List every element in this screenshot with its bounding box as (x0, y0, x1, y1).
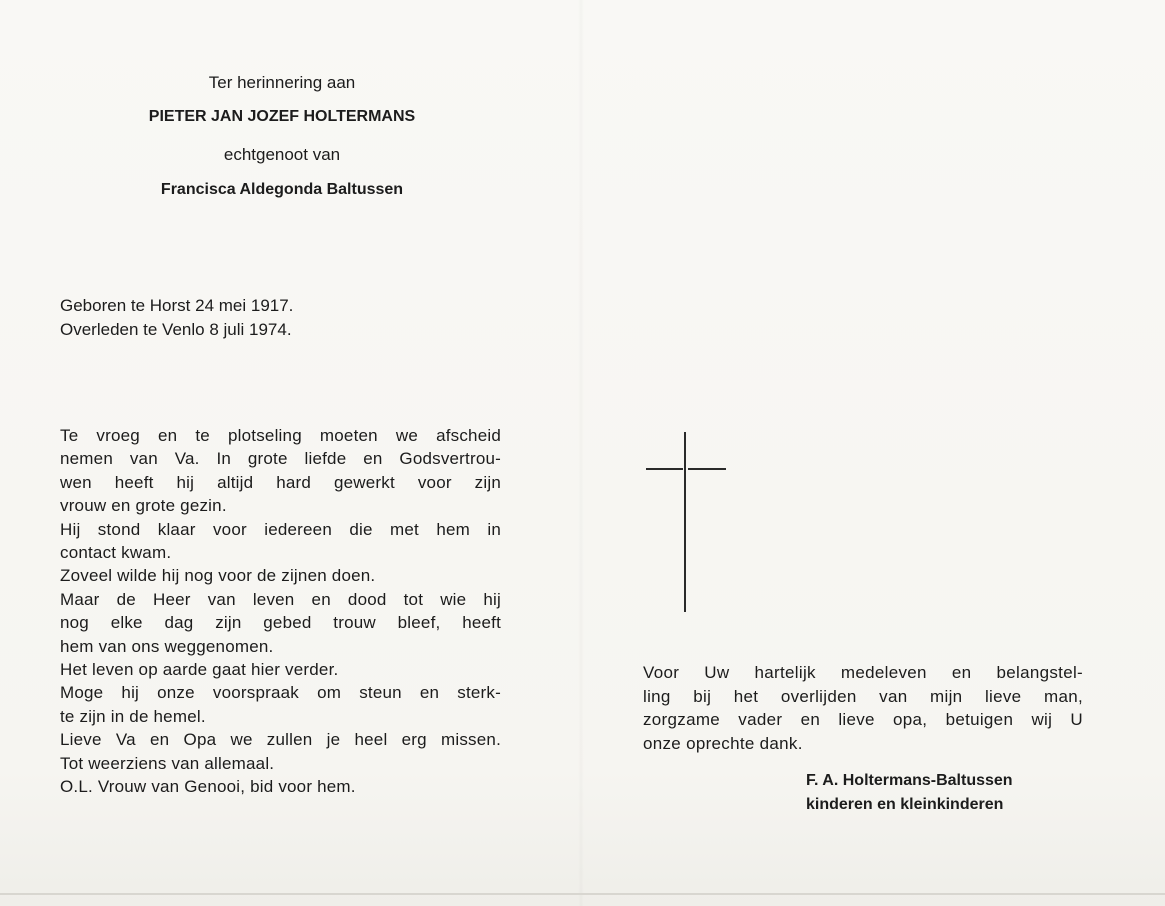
memorial-text (60, 424, 501, 799)
death-date: Overleden te Venlo 8 juli 1974. (60, 320, 292, 339)
signature (806, 769, 1013, 817)
signature-family: kinderen en kleinkinderen (806, 796, 1004, 813)
thanks-line: Voor Uw hartelijk medeleven en belangstel- (643, 663, 1083, 682)
text-line: Zoveel wilde hij nog voor de zijnen doen. (60, 566, 376, 586)
text-line: nemen van Va. In grote liefde en Godsvertrou- (60, 449, 501, 469)
text-line: Hij stond klaar voor iedereen die met hem in (60, 519, 501, 539)
text-line: O.L. Vrouw van Genooi, bid voor hem. (60, 777, 356, 797)
signature-name: F. A. Holtermans-Baltussen (806, 772, 1013, 789)
text-line: Het leven op aarde gaat hier verder. (60, 660, 339, 680)
in-memory-text: Ter herinnering aan (208, 73, 356, 92)
thanks-line: zorgzame vader en lieve opa, betuigen wij U (643, 710, 1083, 729)
birth-date: Geboren te Horst 24 mei 1917. (60, 296, 294, 315)
text-line: Te vroeg en te plotseling moeten we afscheid (60, 426, 501, 445)
text-line: hem van ons weggenomen. (60, 636, 274, 656)
text-line: te zijn in de hemel. (60, 706, 206, 726)
thanks-line: onze oprechte dank. (643, 733, 803, 753)
spouse-name: Francisca Aldegonda Baltussen (160, 181, 404, 198)
text-line: Tot weerziens van allemaal. (60, 753, 275, 773)
text-line: wen heeft hij altijd hard gewerkt voor zijn (60, 472, 501, 492)
text-line: nog elke dag zijn gebed trouw bleef, heeft (60, 613, 501, 633)
text-line: Lieve Va en Opa we zullen je heel erg missen. (60, 730, 501, 750)
text-line: Maar de Heer van leven en dood tot wie hij (60, 589, 501, 609)
text-line: contact kwam. (60, 543, 172, 563)
life-dates (60, 294, 293, 342)
card-fold (578, 0, 584, 906)
text-line: vrouw en grote gezin. (60, 496, 227, 516)
text-line: Moge hij onze voorspraak om steun en sterk- (60, 683, 501, 703)
spouse-of-text: echtgenoot van (223, 145, 341, 164)
thanks-line: ling bij het overlijden van mijn lieve man, (643, 686, 1083, 706)
card-bottom-edge (0, 893, 1165, 895)
thanks-text (643, 661, 1083, 755)
deceased-name: PIETER JAN JOZEF HOLTERMANS (148, 108, 416, 125)
